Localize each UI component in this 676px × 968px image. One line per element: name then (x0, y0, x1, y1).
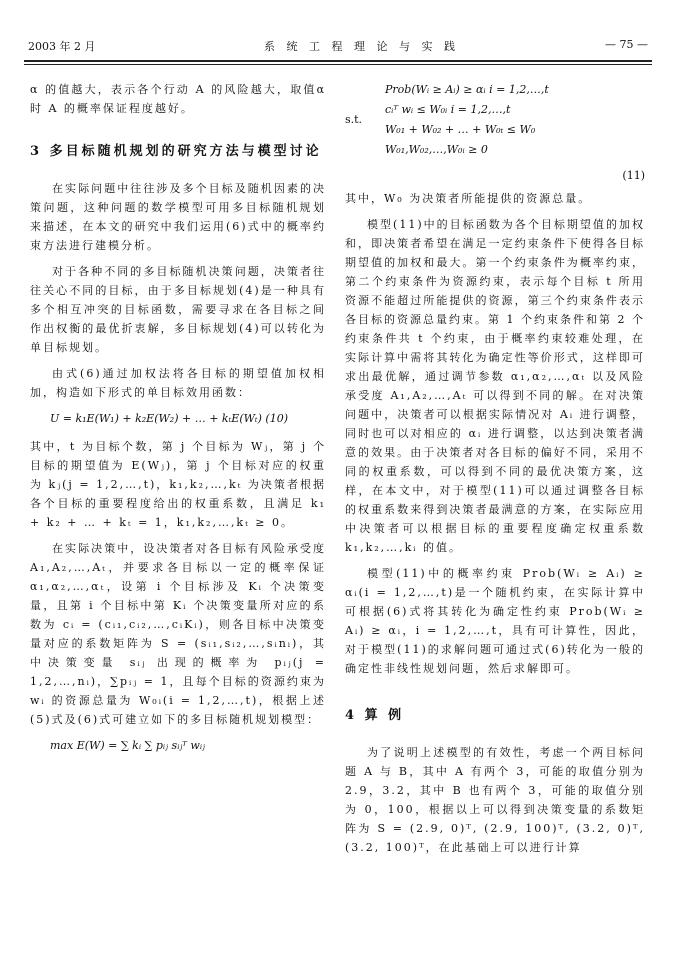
paragraph: α 的值越大，表示各个行动 A 的风险越大，取值α 时 A 的概率保证程度越好。 (30, 83, 326, 115)
paragraph: 模型(11)中的概率约束 Prob(Wᵢ ≥ Aᵢ) ≥ αᵢ(i = 1,2,…,t)是一个随机约束，在实际计算中可根据(6)式将其转化为确定性约束 Prob(Wᵢ ≥ Aᵢ) ≥ αᵢ，i = 1,2,…,t，具有可计算性，因此，对于模型(11)的求解问题可通过式(6)转化为一般的确定性非线性规划问题，然后求解即可。 (345, 567, 645, 675)
paragraph: 其中，t 为目标个数，第 j 个目标为 Wⱼ，第 j 个目标的期望值为 E(Wⱼ)，第 j 个目标对应的权重为 kⱼ(j = 1,2,…,t)，k₁,k₂,…,kₜ 为决策者根据各个目标的重要程度给出的权重系数，且满足 k₁ + k₂ + … + kₜ = 1，k₁,k₂,…,kₜ ≥ 0。 (30, 440, 326, 529)
header-page-number: — 75 — (605, 38, 648, 51)
left-column (30, 80, 326, 764)
constraint-line: W₀₁,W₀₂,…,W₀ᵢ ≥ 0 (385, 143, 488, 156)
paragraph: 对于各种不同的多目标随机决策问题，决策者往往关心不同的目标，由于多目标规划(4)是一种具有多个相互冲突的目标函数，需要寻求在各目标之间作出权衡的最优折衷解，多目标规划(4)可以转化为单目标规划。 (30, 265, 326, 354)
paragraph: 模型(11)中的目标函数为各个目标期望值的加权和，即决策者希望在满足一定约束条件下使得各目标期望值的加权和最大。第一个约束条件为概率约束，第二个约束条件为资源约束，表示每个目标 t 所用资源不能超过所能提供的资源，第三个约束条件表示各目标的资源总量约束。第 1 个约束条件和第 2 个约束条件共 t 个约束，由于概率约束较难处理，在实际计算中需将其转化为确定性等价形式，这样即可求出最优解，通过调节参数 α₁,α₂,…,αₜ 以及风险承受度 A₁,A₂,…,Aₜ 可以得到不同的解。在对决策问题中，决策者可以根据实际情况对 Aᵢ 进行调整，同时也可以对相应的 αᵢ 进行调整，以达到决策者满意的效果。由于决策者对各目标的偏好不同，采用不同的权重系数，可以得到不同的最优决策方案，这样，在本文中，对于模型(11)可以通过调整各目标的权重系数来得到决策者最满意的方案，在实际应用中决策者可以根据目标的重要程度确定权重系数 k₁,k₂,…,kᵢ 的值。 (345, 218, 645, 554)
header-rule-thin (24, 64, 652, 65)
constraint-line: Prob(Wᵢ ≥ Aᵢ) ≥ αᵢ i = 1,2,…,t (385, 83, 549, 96)
st-label: s.t. (345, 113, 363, 126)
right-column (345, 80, 645, 864)
constraint-line: cᵢᵀ wᵢ ≤ W₀ᵢ i = 1,2,…,t (385, 103, 511, 116)
equation: U = k₁E(W₁) + k₂E(W₂) + … + kₜE(Wₜ) (10) (50, 412, 289, 425)
section-heading: 4 算 例 (345, 708, 405, 723)
constraint-line: W₀₁ + W₀₂ + … + W₀ₜ ≤ W₀ (385, 123, 536, 136)
constraint-system (345, 80, 645, 160)
page-header (24, 38, 652, 56)
section-heading: 3 多目标随机规划的研究方法与模型讨论 (30, 144, 322, 159)
header-rule (24, 60, 652, 62)
paragraph: 为了说明上述模型的有效性，考虑一个两目标问题 A 与 B，其中 A 有两个 3，可能的取值分别为 2.9，3.2，其中 B 也有两个 3，可能的取值分别为 0，100，根据以上可以得到决策变量的系数矩阵为 S = (2.9, 0)ᵀ, (2.9, 100)ᵀ, (3.2, 0)ᵀ, (3.2, 100)ᵀ，在此基础上可以进行计算 (345, 746, 645, 854)
paragraph: 在实际问题中往往涉及多个目标及随机因素的决策问题，这种问题的数学模型可用多目标随机规划来描述，在本文的研究中我们运用(6)式中的概率约束方法进行建模分析。 (30, 182, 326, 252)
paragraph: 由式(6)通过加权法将各目标的期望值加权相加，构造如下形式的单目标效用函数： (30, 367, 326, 399)
equation-number: (11) (622, 169, 645, 182)
header-date: 2003 年 2 月 (28, 40, 96, 53)
equation: max E(W) = ∑ kᵢ ∑ pᵢⱼ sᵢⱼᵀ wᵢⱼ (50, 739, 205, 752)
paragraph: 在实际决策中，设决策者对各目标有风险承受度 A₁,A₂,…,Aₜ，并要求各目标以一定的概率保证 α₁,α₂,…,αₜ，设第 i 个目标涉及 Kᵢ 个决策变量，且第 i 个目标中第 Kᵢ 个决策变量所对应的系数为 cᵢ = (cᵢ₁,cᵢ₂,…,cᵢKᵢ)，则各目标中决策变量对应的系数矩阵为 S = (sᵢ₁,sᵢ₂,…,sᵢnᵢ)，其中决策变量 sᵢⱼ 出现的概率为 pᵢⱼ(j = 1,2,…,nᵢ)，∑pᵢⱼ = 1，且每个目标的资源约束为 wᵢ 的资源总量为 W₀ᵢ(i = 1,2,…,t)，根据上述(5)式及(6)式可建立如下的多目标随机规划模型： (30, 542, 326, 726)
header-journal: 系 统 工 程 理 论 与 实 践 (264, 40, 459, 53)
paragraph: 其中，W₀ 为决策者所能提供的资源总量。 (345, 192, 592, 205)
